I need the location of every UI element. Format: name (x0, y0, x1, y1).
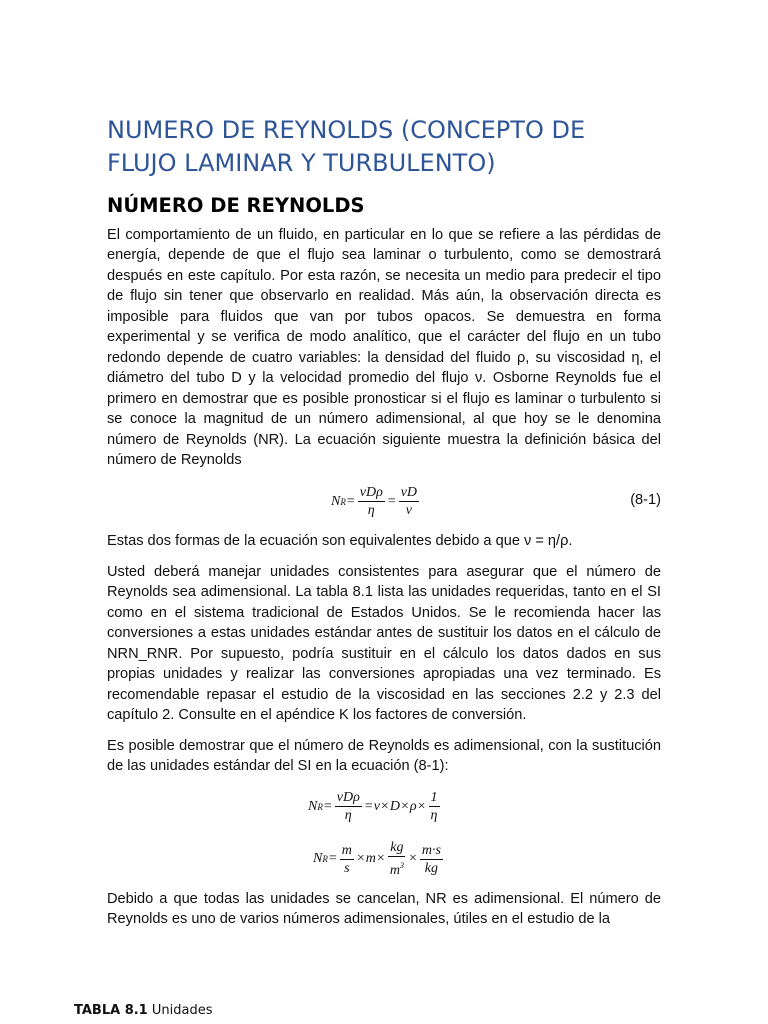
eq-times: × (356, 851, 365, 866)
fraction (340, 842, 354, 877)
paragraph-units: Usted deberá manejar unidades consistentes para asegurar que el número de Reynolds sea adimensional. La tabla 8.1 lista las unidades requeridas, tanto en el SI como en el sistema tradicional de Estados Unidos. Se le recomienda hacer las conversiones a estas unidades estándar antes de sustituir los datos en el cálculo de NRN_RNR. Por supuesto, podría sustituir en el cálculo los datos dados en sus propias unidades y realizar las conversiones apropiadas una vez terminado. Es recomendable repasar el estudio de la viscosidad en las secciones 2.2 y 2.3 del capítulo 2. Consulte en el apéndice K los factores de conversión. (107, 564, 661, 724)
fraction (335, 789, 362, 824)
table-caption-text: Unidades (147, 1003, 213, 1018)
paragraph-equivalence: Estas dos formas de la ecuación son equivalentes debido a que ν = η/ρ. (107, 533, 573, 549)
eq-term: D (389, 798, 400, 814)
eq-subscript-r: R (340, 496, 346, 507)
eq-term: m (365, 851, 376, 866)
equation-number: (8-1) (630, 492, 661, 508)
eq-equals: = (328, 851, 337, 866)
page-title: NUMERO DE REYNOLDS (CONCEPTO DE FLUJO LAMINAR Y TURBULENTO) (107, 116, 586, 177)
fraction-denominator: kg (424, 860, 438, 876)
eq-term: v (373, 798, 380, 814)
fraction-denominator: s (344, 860, 350, 876)
section-heading: NÚMERO DE REYNOLDS (107, 194, 365, 217)
fraction (420, 842, 443, 877)
eq-equals: = (364, 798, 373, 814)
fraction-numerator: m (341, 842, 352, 858)
eq-symbol-n: N (331, 493, 341, 509)
eq-times: × (417, 798, 426, 814)
paragraph-conclusion: Debido a que todas las unidades se cancelan, NR es adimensional. El número de Reynolds es uno de varios números adimensionales, útiles en el estudio de la (107, 891, 661, 928)
paragraph-dimensionless: Es posible demostrar que el número de Reynolds es adimensional, con la sustitución de las unidades estándar del SI en la ecuación (8-1): (107, 738, 661, 775)
fraction-denominator: η (367, 503, 375, 518)
table-caption (74, 1003, 212, 1018)
fraction-numerator: m·s (421, 842, 441, 858)
fraction-denominator: η (430, 808, 438, 823)
eq-subscript-r: R (317, 801, 323, 812)
eq-symbol-n: N (313, 851, 323, 866)
eq-times: × (408, 851, 417, 866)
fraction-denominator: ν (405, 503, 412, 518)
eq-exponent: 3 (399, 861, 404, 870)
fraction-numerator: vDρ (336, 790, 360, 805)
equation-units (313, 839, 445, 879)
eq-symbol-n: N (308, 798, 318, 814)
eq-subscript-r: R (322, 854, 328, 864)
equation-expanded (308, 789, 442, 824)
eq-equals: = (346, 493, 355, 509)
fraction-denominator: η (344, 808, 352, 823)
eq-equals: = (387, 493, 396, 509)
fraction (358, 484, 385, 519)
fraction-denominator (388, 857, 406, 879)
fraction-numerator: vD (400, 485, 418, 500)
fraction-numerator: 1 (430, 790, 438, 805)
fraction (388, 839, 406, 879)
fraction (399, 484, 419, 519)
eq-base: m (389, 863, 400, 878)
equation-8-1 (331, 484, 421, 519)
fraction-numerator: kg (390, 840, 404, 855)
fraction (429, 789, 440, 824)
table-caption-label: TABLA 8.1 (74, 1003, 148, 1018)
eq-term: ρ (409, 798, 417, 814)
eq-times: × (380, 798, 389, 814)
eq-times: × (376, 851, 385, 866)
fraction-numerator: vDρ (359, 485, 383, 500)
paragraph-intro: El comportamiento de un fluido, en particular en lo que se refiere a las pérdidas de energía, depende de que el flujo sea laminar o turbulento, como se demostrará después en este capítulo. Por esta razón, se necesita un medio para predecir el tipo de flujo sin tener que observarlo en realidad. Más aún, la observación directa es imposible para fluidos que van por tubos opacos. Se demuestra en forma experimental y se verifica de modo analítico, que el carácter del flujo en un tubo redondo depende de cuatro variables: la densidad del fluido ρ, su viscosidad η, el diámetro del tubo D y la velocidad promedio del flujo ν. Osborne Reynolds fue el primero en demostrar que es posible pronosticar si el flujo es laminar o turbulento si se conoce la magnitud de un número adimensional, al que hoy se le denomina número de Reynolds (NR). La ecuación siguiente muestra la definición básica del número de Reynolds (107, 227, 661, 468)
eq-times: × (400, 798, 409, 814)
eq-equals: = (323, 798, 332, 814)
